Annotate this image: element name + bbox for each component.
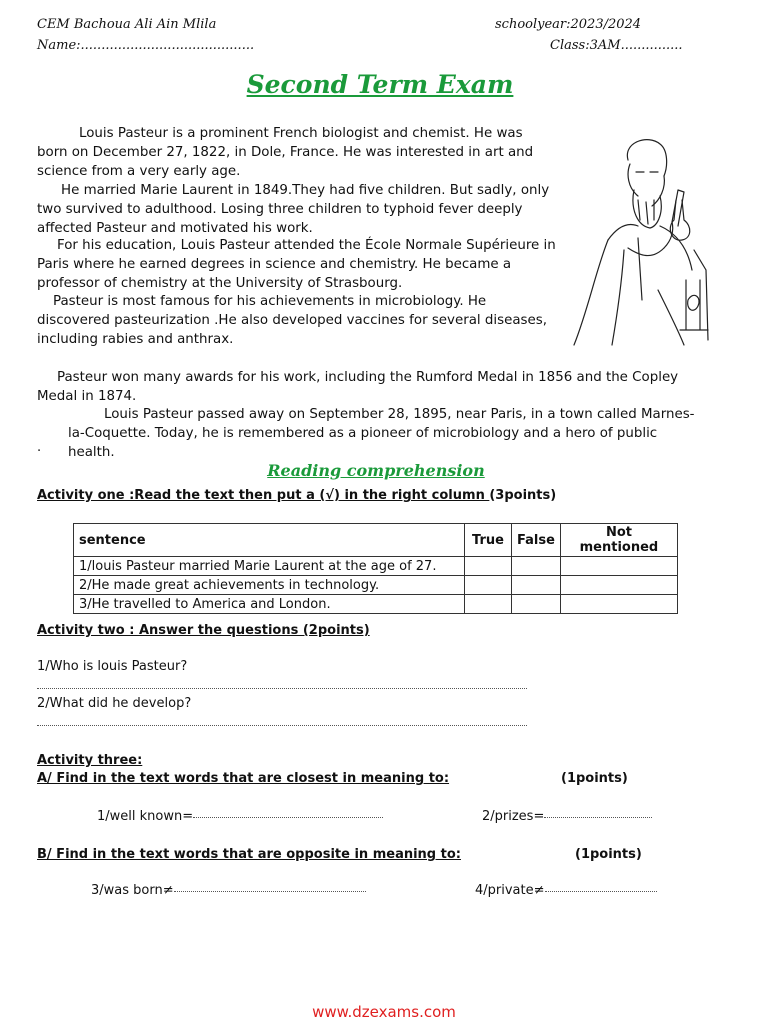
name-label: Name: (37, 38, 81, 53)
exam-title: Second Term Exam (246, 70, 514, 99)
not-mentioned-cell[interactable] (560, 576, 677, 595)
false-cell[interactable] (512, 576, 561, 595)
not-mentioned-cell[interactable] (560, 557, 677, 576)
private-label: 4/private≠ (475, 883, 545, 898)
synonym-item-2 (482, 809, 652, 824)
answer-line-2[interactable] (37, 725, 527, 726)
table-row (74, 595, 678, 614)
activity-two-title: Activity two : Answer the questions (2points) (37, 623, 370, 638)
sentence-cell: 3/He travelled to America and London. (74, 595, 465, 614)
reading-comprehension-title: Reading comprehension (267, 461, 485, 480)
paragraph-3: For his education, Louis Pasteur attended the École Normale Supérieure in Paris where he earned degrees in science and chemistry. He became a professor of chemistry at the University of Strasbourg. (37, 238, 556, 291)
table-row (74, 576, 678, 595)
well-known-label: 1/well known= (97, 809, 194, 824)
antonym-item-3 (91, 883, 366, 898)
synonym-item-1 (97, 809, 383, 824)
paragraph-4: Pasteur is most famous for his achievements in microbiology. He discovered pasteurization .He also developed vaccines for several diseases, including rabies and anthrax. (37, 294, 547, 347)
not-mentioned-cell[interactable] (560, 595, 677, 614)
class-label: Class:3AM (550, 38, 621, 53)
was-born-label: 3/was born≠ (91, 883, 174, 898)
activity-one-points: (3points) (489, 488, 557, 503)
header-sentence: sentence (74, 524, 465, 557)
paragraph-5: Pasteur won many awards for his work, including the Rumford Medal in 1856 and the Copley Medal in 1874. (37, 370, 679, 404)
question-1: 1/Who is louis Pasteur? (37, 659, 188, 674)
sentence-cell: 2/He made great achievements in technology. (74, 576, 465, 595)
true-cell[interactable] (465, 595, 512, 614)
class-field (550, 38, 683, 53)
paragraph-2: He married Marie Laurent in 1849.They had five children. But sadly, only two survived to adulthood. Losing three children to typhoid fever deeply affected Pasteur and motivated his work. (37, 183, 550, 236)
sentence-cell: 1/louis Pasteur married Marie Laurent at the age of 27. (74, 557, 465, 576)
activity-three-a-title: A/ Find in the text words that are closest in meaning to: (37, 771, 450, 786)
header-true: True (465, 524, 512, 557)
activity-one-title: Activity one :Read the text then put a (√) in the right column (3points) (37, 488, 557, 503)
school-year: schoolyear:2023/2024 (495, 17, 642, 32)
table-header-row (74, 524, 678, 557)
antonym-item-4 (475, 883, 657, 898)
true-false-table (73, 523, 678, 614)
prizes-label: 2/prizes= (482, 809, 545, 824)
activity-three-a-points: (1points) (561, 771, 628, 786)
answer-line-prizes[interactable] (544, 817, 652, 818)
true-cell[interactable] (465, 576, 512, 595)
table-row (74, 557, 678, 576)
name-dots: .......................................... (80, 38, 255, 53)
class-dots: ............... (620, 38, 683, 53)
header-not-mentioned: Not mentioned (560, 524, 677, 557)
activity-three-title: Activity three: (37, 753, 143, 768)
school-name: CEM Bachoua Ali Ain Mlila (37, 17, 217, 32)
stray-dot: . (37, 440, 42, 455)
false-cell[interactable] (512, 595, 561, 614)
true-cell[interactable] (465, 557, 512, 576)
answer-line-1[interactable] (37, 688, 527, 689)
answer-line-private[interactable] (545, 891, 657, 892)
pasteur-portrait-illustration (568, 130, 713, 350)
activity-three-b-points: (1points) (575, 847, 642, 862)
question-2: 2/What did he develop? (37, 696, 192, 711)
activity-three-b-title: B/ Find in the text words that are opposite in meaning to: (37, 847, 461, 862)
name-field (37, 38, 254, 53)
header-false: False (512, 524, 561, 557)
paragraph-1: Louis Pasteur is a prominent French biologist and chemist. He was born on December 27, 1822, in Dole, France. He was interested in art and science from a very early age. (37, 126, 534, 179)
answer-line-well-known[interactable] (193, 817, 383, 818)
paragraph-6: Louis Pasteur passed away on September 28, 1895, near Paris, in a town called Marnes-la-Coquette. Today, he is remembered as a pioneer of microbiology and a hero of public health. (68, 407, 695, 460)
footer-website[interactable]: www.dzexams.com (312, 1003, 456, 1021)
answer-line-was-born[interactable] (174, 891, 366, 892)
false-cell[interactable] (512, 557, 561, 576)
